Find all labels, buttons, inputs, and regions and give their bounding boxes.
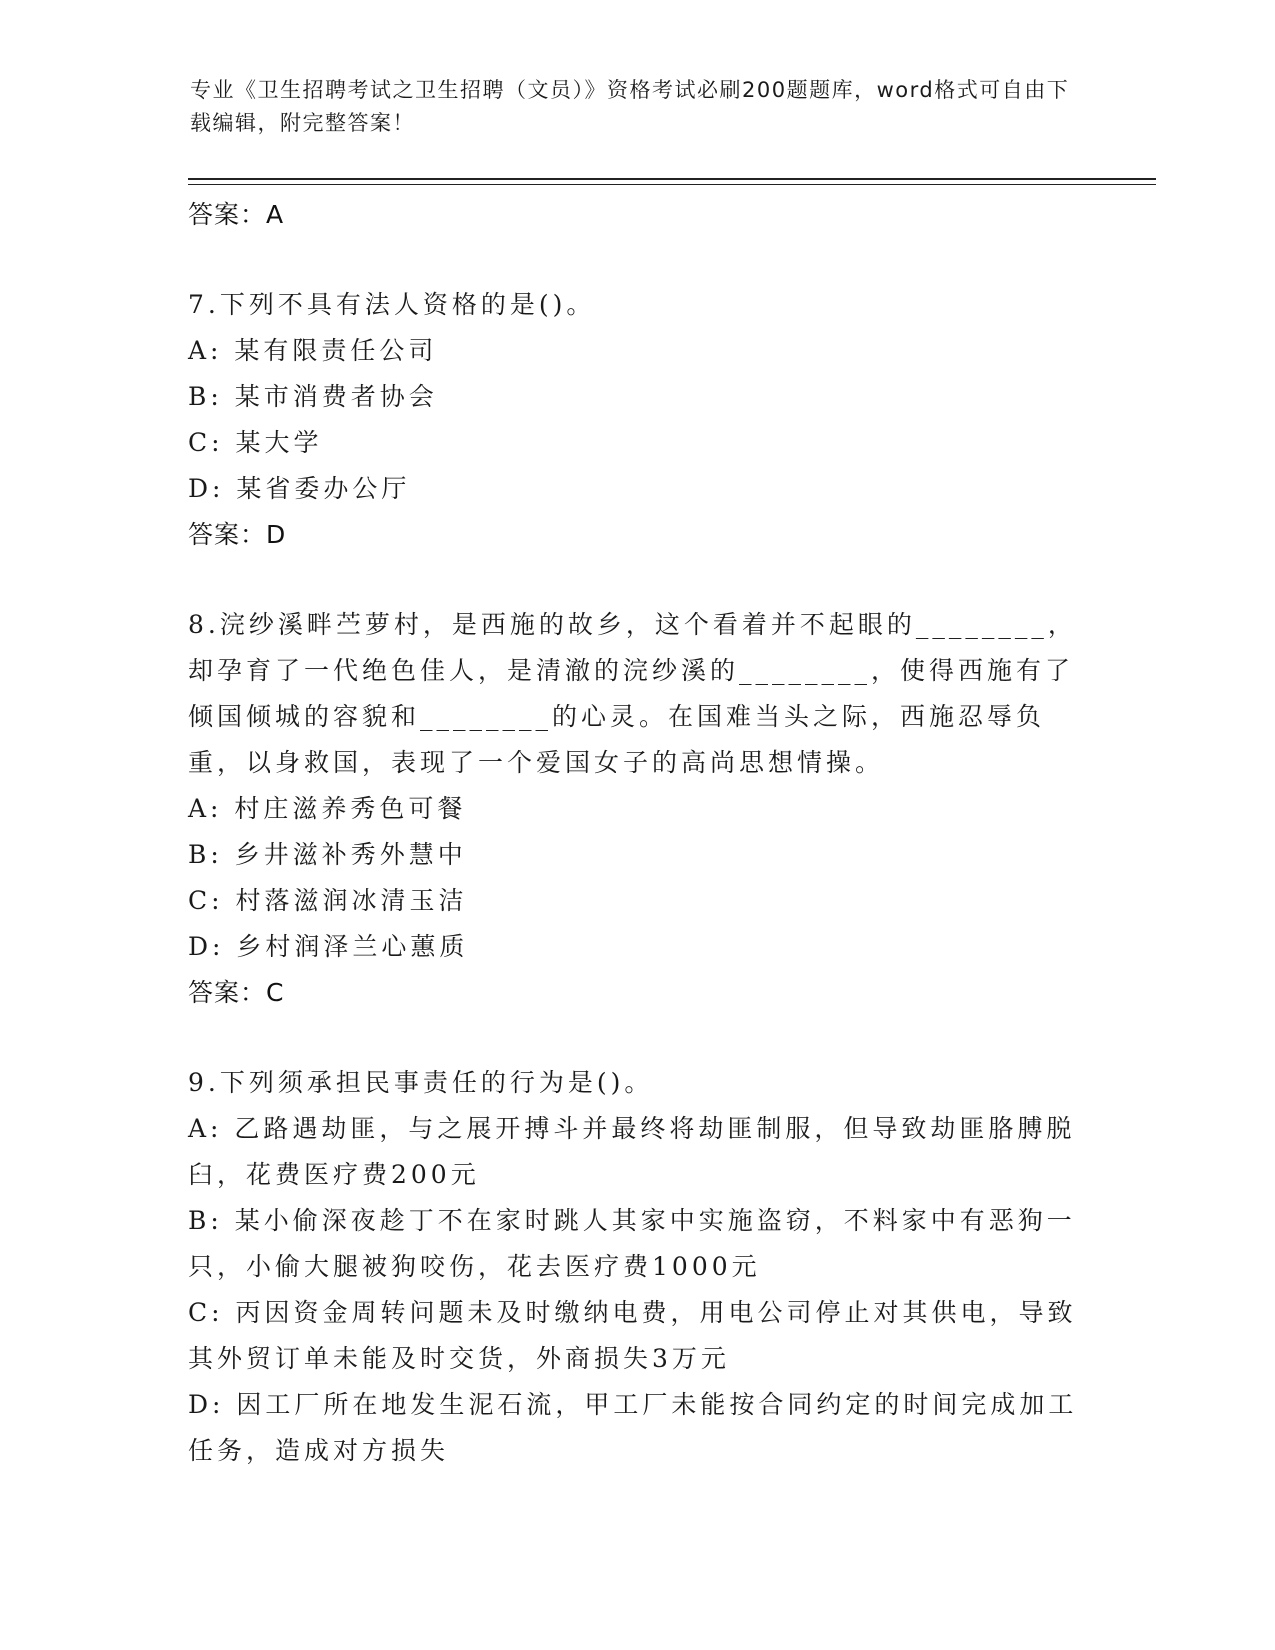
header-divider-thin xyxy=(188,184,1156,185)
option-a: A: 某有限责任公司 xyxy=(188,336,438,365)
option-a: A: 村庄滋养秀色可餐 xyxy=(188,794,467,823)
question-answer: 答案：D xyxy=(188,520,287,549)
question-stem: 9.下列须承担民事责任的行为是()。 xyxy=(188,1068,654,1097)
option-d: D: 某省委办公厅 xyxy=(188,474,411,503)
question-stem: 7.下列不具有法人资格的是()。 xyxy=(188,290,596,319)
option-b: B: 某小偷深夜趁丁不在家时跳人其家中实施盗窃，不料家中有恶狗一只，小偷大腿被狗咬伤，花去医疗费1000元 xyxy=(188,1206,1076,1281)
option-c: C: 丙因资金周转问题未及时缴纳电费，用电公司停止对其供电，导致其外贸订单未能及时交货，外商损失3万元 xyxy=(188,1298,1077,1373)
previous-answer: 答案：A xyxy=(188,200,285,229)
header-divider-thick xyxy=(188,178,1156,180)
option-a: A: 乙路遇劫匪，与之展开搏斗并最终将劫匪制服，但导致劫匪胳膊脱臼，花费医疗费200元 xyxy=(188,1114,1076,1189)
question-list xyxy=(188,192,1088,1474)
option-c: C: 某大学 xyxy=(188,428,323,457)
option-b: B: 某市消费者协会 xyxy=(188,382,438,411)
option-d: D: 因工厂所在地发生泥石流，甲工厂未能按合同约定的时间完成加工任务，造成对方损失 xyxy=(188,1390,1078,1465)
option-d: D: 乡村润泽兰心蕙质 xyxy=(188,932,469,961)
question-answer: 答案：C xyxy=(188,978,285,1007)
question-7 xyxy=(188,282,1088,558)
question-8 xyxy=(188,602,1088,1016)
option-c: C: 村落滋润冰清玉洁 xyxy=(188,886,468,915)
question-stem: 8.浣纱溪畔苎萝村，是西施的故乡，这个看着并不起眼的________，却孕育了一代绝色佳人，是清澈的浣纱溪的________，使得西施有了倾国倾城的容貌和________的心灵。在国难当头之际，西施忍辱负重，以身救国，表现了一个爱国女子的高尚思想情操。 xyxy=(188,610,1077,777)
question-9 xyxy=(188,1060,1088,1474)
document-header: 专业《卫生招聘考试之卫生招聘（文员）》资格考试必刷200题题库，word格式可自由下载编辑，附完整答案！ xyxy=(190,78,1070,135)
option-b: B: 乡井滋补秀外慧中 xyxy=(188,840,467,869)
